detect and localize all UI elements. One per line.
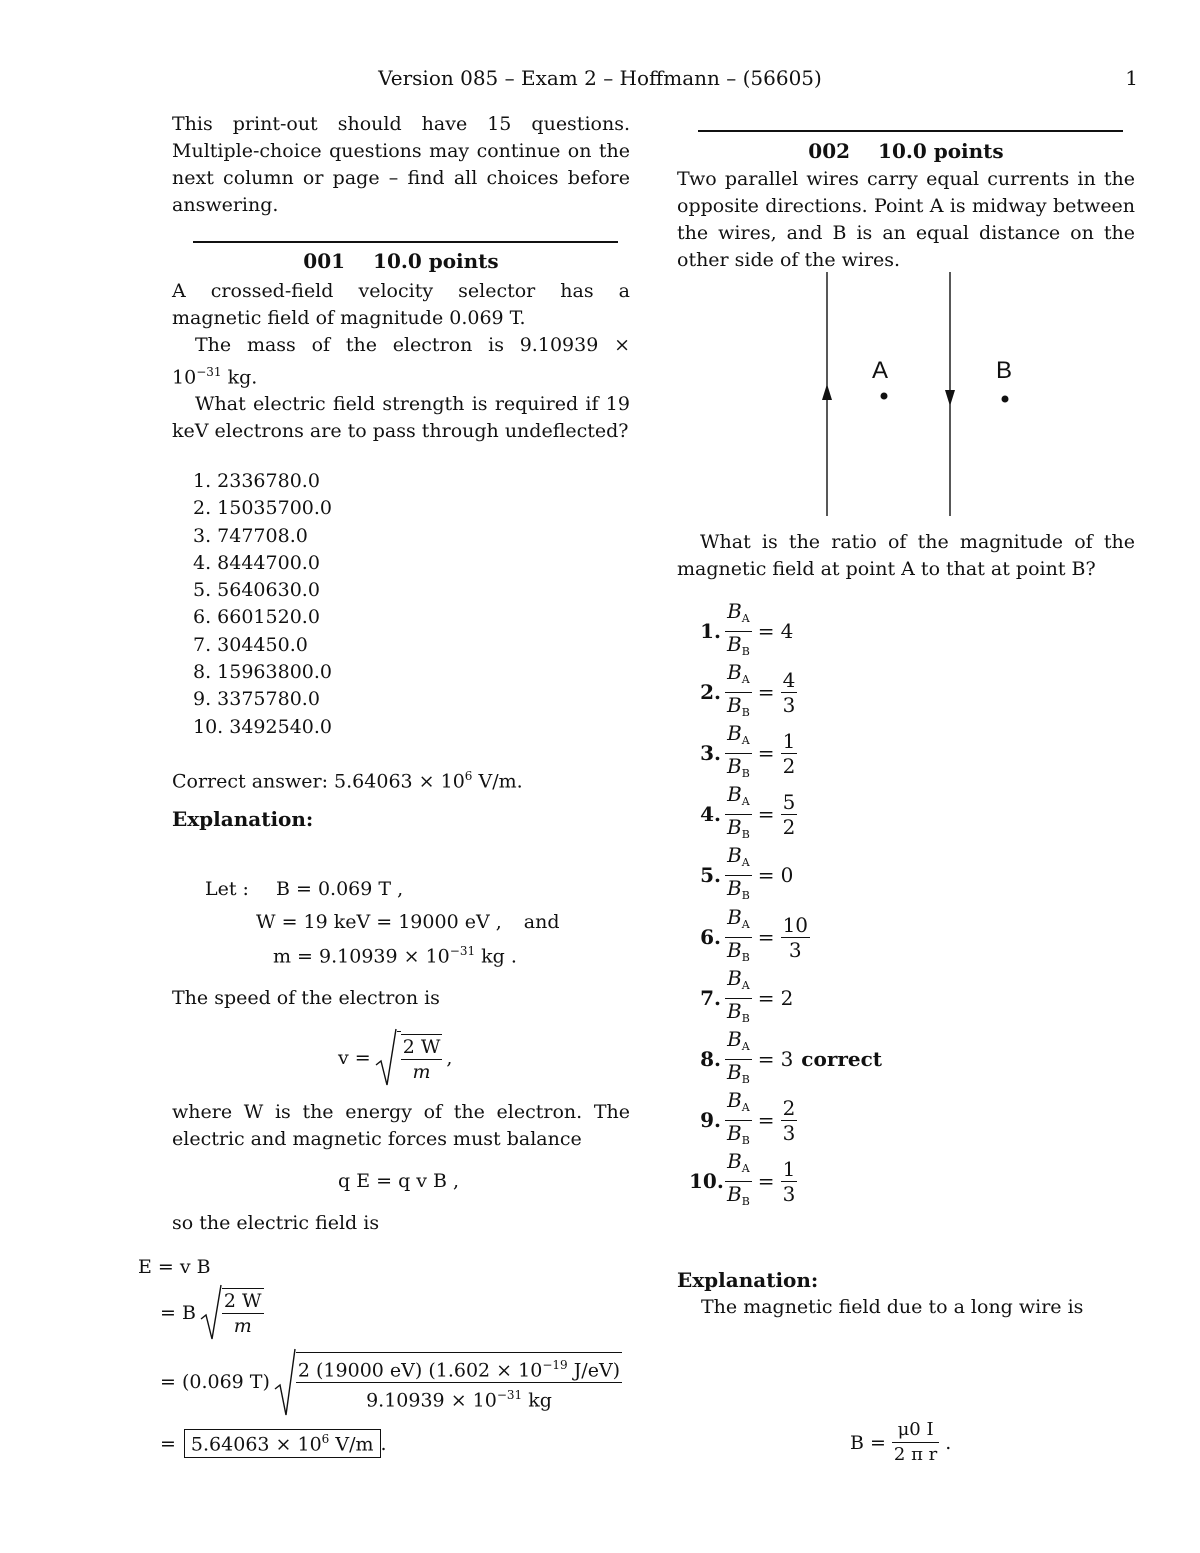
sqrt-sign-icon bbox=[375, 1027, 397, 1089]
choice-label: 2. bbox=[700, 680, 721, 704]
q1-p2b: $10^{-31}$ kg. bbox=[172, 365, 258, 389]
q1-p3: What electric field strength is required if 19 keV electrons are to pass through undeflected? bbox=[172, 393, 630, 443]
page-number: 1 bbox=[1125, 66, 1138, 90]
e-line-4: = $5.64063 \times 10^6$ V/m . bbox=[160, 1429, 387, 1458]
q1-divider bbox=[193, 241, 618, 243]
value-fraction: $\frac{5}{2}$ bbox=[782, 789, 796, 839]
choice-label: 9. bbox=[700, 1108, 721, 1132]
q2-p1: Two parallel wires carry equal currents in the opposite directions. Point A is midway between the wires, and B is an equal distance on the other side of the wires. bbox=[677, 168, 1135, 271]
speed-equation: v = $\frac{2 W}{m}$ , bbox=[338, 1026, 452, 1090]
q1-body bbox=[172, 278, 630, 445]
ratio-fraction: $\frac{B_A}{B_B}$ bbox=[727, 598, 750, 658]
choice-label: 8. bbox=[700, 1047, 721, 1071]
exam-title: Version 085 – Exam 2 – Hoffmann – (56605) bbox=[378, 66, 822, 90]
point-a-dot bbox=[881, 393, 888, 400]
q2-choice[interactable]: 9. $\frac{B_A}{B_B}$ = $\frac{2}{3}$ bbox=[689, 1092, 797, 1148]
q1-p2: The mass of the electron is 9.10939 × bbox=[195, 334, 630, 356]
correct-marker: correct bbox=[801, 1047, 883, 1071]
ratio-fraction: $\frac{B_A}{B_B}$ bbox=[727, 842, 750, 902]
q2-header bbox=[677, 139, 1135, 163]
ratio-fraction: $\frac{B_A}{B_B}$ bbox=[727, 1148, 750, 1208]
q2-divider bbox=[698, 130, 1123, 132]
e-line-2: = B $\frac{2 W}{m}$ bbox=[160, 1282, 264, 1344]
q2-choice[interactable]: 2. $\frac{B_A}{B_B}$ = $\frac{4}{3}$ bbox=[689, 664, 797, 720]
let-line-2: W = 19 keV = 19000 eV , and bbox=[256, 911, 560, 933]
speed-text: The speed of the electron is bbox=[172, 987, 440, 1009]
wires-diagram bbox=[800, 270, 1040, 520]
page-header bbox=[0, 66, 1200, 96]
final-answer-box: $5.64063 \times 10^6$ V/m bbox=[184, 1429, 381, 1458]
q2-choice[interactable]: 8. $\frac{B_A}{B_B}$ = 3 correct bbox=[689, 1031, 882, 1087]
q2-expl-text: The magnetic field due to a long wire is bbox=[701, 1296, 1084, 1318]
value: 4 bbox=[780, 619, 794, 643]
ratio-fraction: $\frac{B_A}{B_B}$ bbox=[727, 781, 750, 841]
sqrt-sign-icon bbox=[200, 1283, 222, 1343]
q2-choice[interactable]: 7. $\frac{B_A}{B_B}$ = 2 bbox=[689, 970, 793, 1026]
value-fraction: $\frac{2}{3}$ bbox=[782, 1095, 796, 1145]
q2-question: What is the ratio of the magnitude of the magnetic field at point A to that at point B? bbox=[677, 531, 1135, 580]
q1-points: 10.0 points bbox=[373, 249, 499, 273]
q1-p1: A crossed-field velocity selector has a magnetic field of magnitude 0.069 T. bbox=[172, 280, 630, 329]
arrow-up-icon bbox=[822, 384, 832, 400]
q1-choice[interactable]: 10. 3492540.0 bbox=[193, 715, 333, 738]
value-fraction: $\frac{1}{2}$ bbox=[782, 728, 796, 778]
arrow-down-icon bbox=[945, 390, 955, 406]
q1-choice[interactable]: 5. 5640630.0 bbox=[193, 579, 320, 602]
q1-choice[interactable]: 8. 15963800.0 bbox=[193, 661, 333, 684]
choice-label: 7. bbox=[700, 986, 721, 1010]
b-equation: B = $\frac{\mu 0 I}{\text{2 π r}}$ . bbox=[850, 1419, 952, 1465]
q1-choice[interactable]: 7. 304450.0 bbox=[193, 633, 308, 656]
q1-choice[interactable]: 9. 3375780.0 bbox=[193, 688, 320, 711]
q1-choice[interactable]: 6. 6601520.0 bbox=[193, 606, 320, 629]
point-b-label: B bbox=[996, 357, 1013, 384]
choice-label: 3. bbox=[700, 741, 721, 765]
value-fraction: $\frac{4}{3}$ bbox=[782, 667, 796, 717]
point-b-dot bbox=[1002, 396, 1009, 403]
choice-label: 1. bbox=[700, 619, 721, 643]
let-label: Let : bbox=[205, 878, 249, 900]
q1-correct-answer: Correct answer: $5.64063 \times 10^6$ V/m. bbox=[172, 769, 523, 793]
value-fraction: $\frac{10}{3}$ bbox=[782, 912, 809, 962]
ratio-fraction: $\frac{B_A}{B_B}$ bbox=[727, 659, 750, 719]
q1-header bbox=[172, 249, 630, 273]
q1-number: 001 bbox=[303, 249, 346, 273]
q1-choice[interactable]: 3. 747708.0 bbox=[193, 524, 308, 547]
value: 0 bbox=[780, 863, 794, 887]
value-fraction: $\frac{1}{3}$ bbox=[782, 1156, 796, 1206]
ratio-fraction: $\frac{B_A}{B_B}$ bbox=[727, 904, 750, 964]
e-line-3: = (0.069 T) $\frac{2 (19000 eV) (1.602 \times 10^{-19} J/eV)}{9.10939 \times 10^{-31} kg}$ bbox=[160, 1346, 622, 1418]
q2-choice[interactable]: 6. $\frac{B_A}{B_B}$ = $\frac{10}{3}$ bbox=[689, 909, 810, 965]
q2-choice[interactable]: 4. $\frac{B_A}{B_B}$ = $\frac{5}{2}$ bbox=[689, 786, 797, 842]
intro-text: This print-out should have 15 questions. Multiple-choice questions may continue on the next column or page – find all choices before answering. bbox=[172, 113, 630, 216]
so-text: so the electric field is bbox=[172, 1212, 380, 1234]
q1-choice[interactable]: 1. 2336780.0 bbox=[193, 470, 320, 492]
choice-label: 5. bbox=[700, 863, 721, 887]
point-a-label: A bbox=[872, 357, 889, 384]
e-line-1: E = v B bbox=[138, 1256, 211, 1278]
let-line-1: B = 0.069 T , bbox=[276, 878, 404, 900]
let-line-3: $m = 9.10939 \times 10^{-31}$ kg . bbox=[273, 944, 517, 968]
ratio-fraction: $\frac{B_A}{B_B}$ bbox=[727, 720, 750, 780]
ratio-fraction: $\frac{B_A}{B_B}$ bbox=[727, 1087, 750, 1147]
q2-choice[interactable]: 10. $\frac{B_A}{B_B}$ = $\frac{1}{3}$ bbox=[689, 1153, 797, 1209]
choice-label: 10. bbox=[689, 1169, 724, 1193]
value: 3 bbox=[780, 1047, 794, 1071]
q1-explanation-label: Explanation: bbox=[172, 807, 314, 831]
q2-points: 10.0 points bbox=[878, 139, 1004, 163]
q1-choice[interactable]: 2. 15035700.0 bbox=[193, 497, 333, 520]
ratio-fraction: $\frac{B_A}{B_B}$ bbox=[727, 965, 750, 1025]
choice-label: 4. bbox=[700, 802, 721, 826]
q2-choice[interactable]: 5. $\frac{B_A}{B_B}$ = 0 bbox=[689, 847, 793, 903]
q1-choices bbox=[193, 468, 332, 741]
q2-choice[interactable]: 3. $\frac{B_A}{B_B}$ = $\frac{1}{2}$ bbox=[689, 725, 797, 781]
sqrt-sign-icon bbox=[274, 1347, 296, 1417]
q1-choice[interactable]: 4. 8444700.0 bbox=[193, 551, 320, 574]
q2-choice[interactable]: 1. $\frac{B_A}{B_B}$ = 4 bbox=[689, 603, 793, 659]
value: 2 bbox=[780, 986, 794, 1010]
force-equation: q E = q v B , bbox=[338, 1170, 460, 1192]
where-text: where W is the energy of the electron. The electric and magnetic forces must balance bbox=[172, 1101, 630, 1150]
q2-explanation-label: Explanation: bbox=[677, 1268, 819, 1292]
q2-number: 002 bbox=[808, 139, 851, 163]
ratio-fraction: $\frac{B_A}{B_B}$ bbox=[727, 1026, 750, 1086]
choice-label: 6. bbox=[700, 925, 721, 949]
